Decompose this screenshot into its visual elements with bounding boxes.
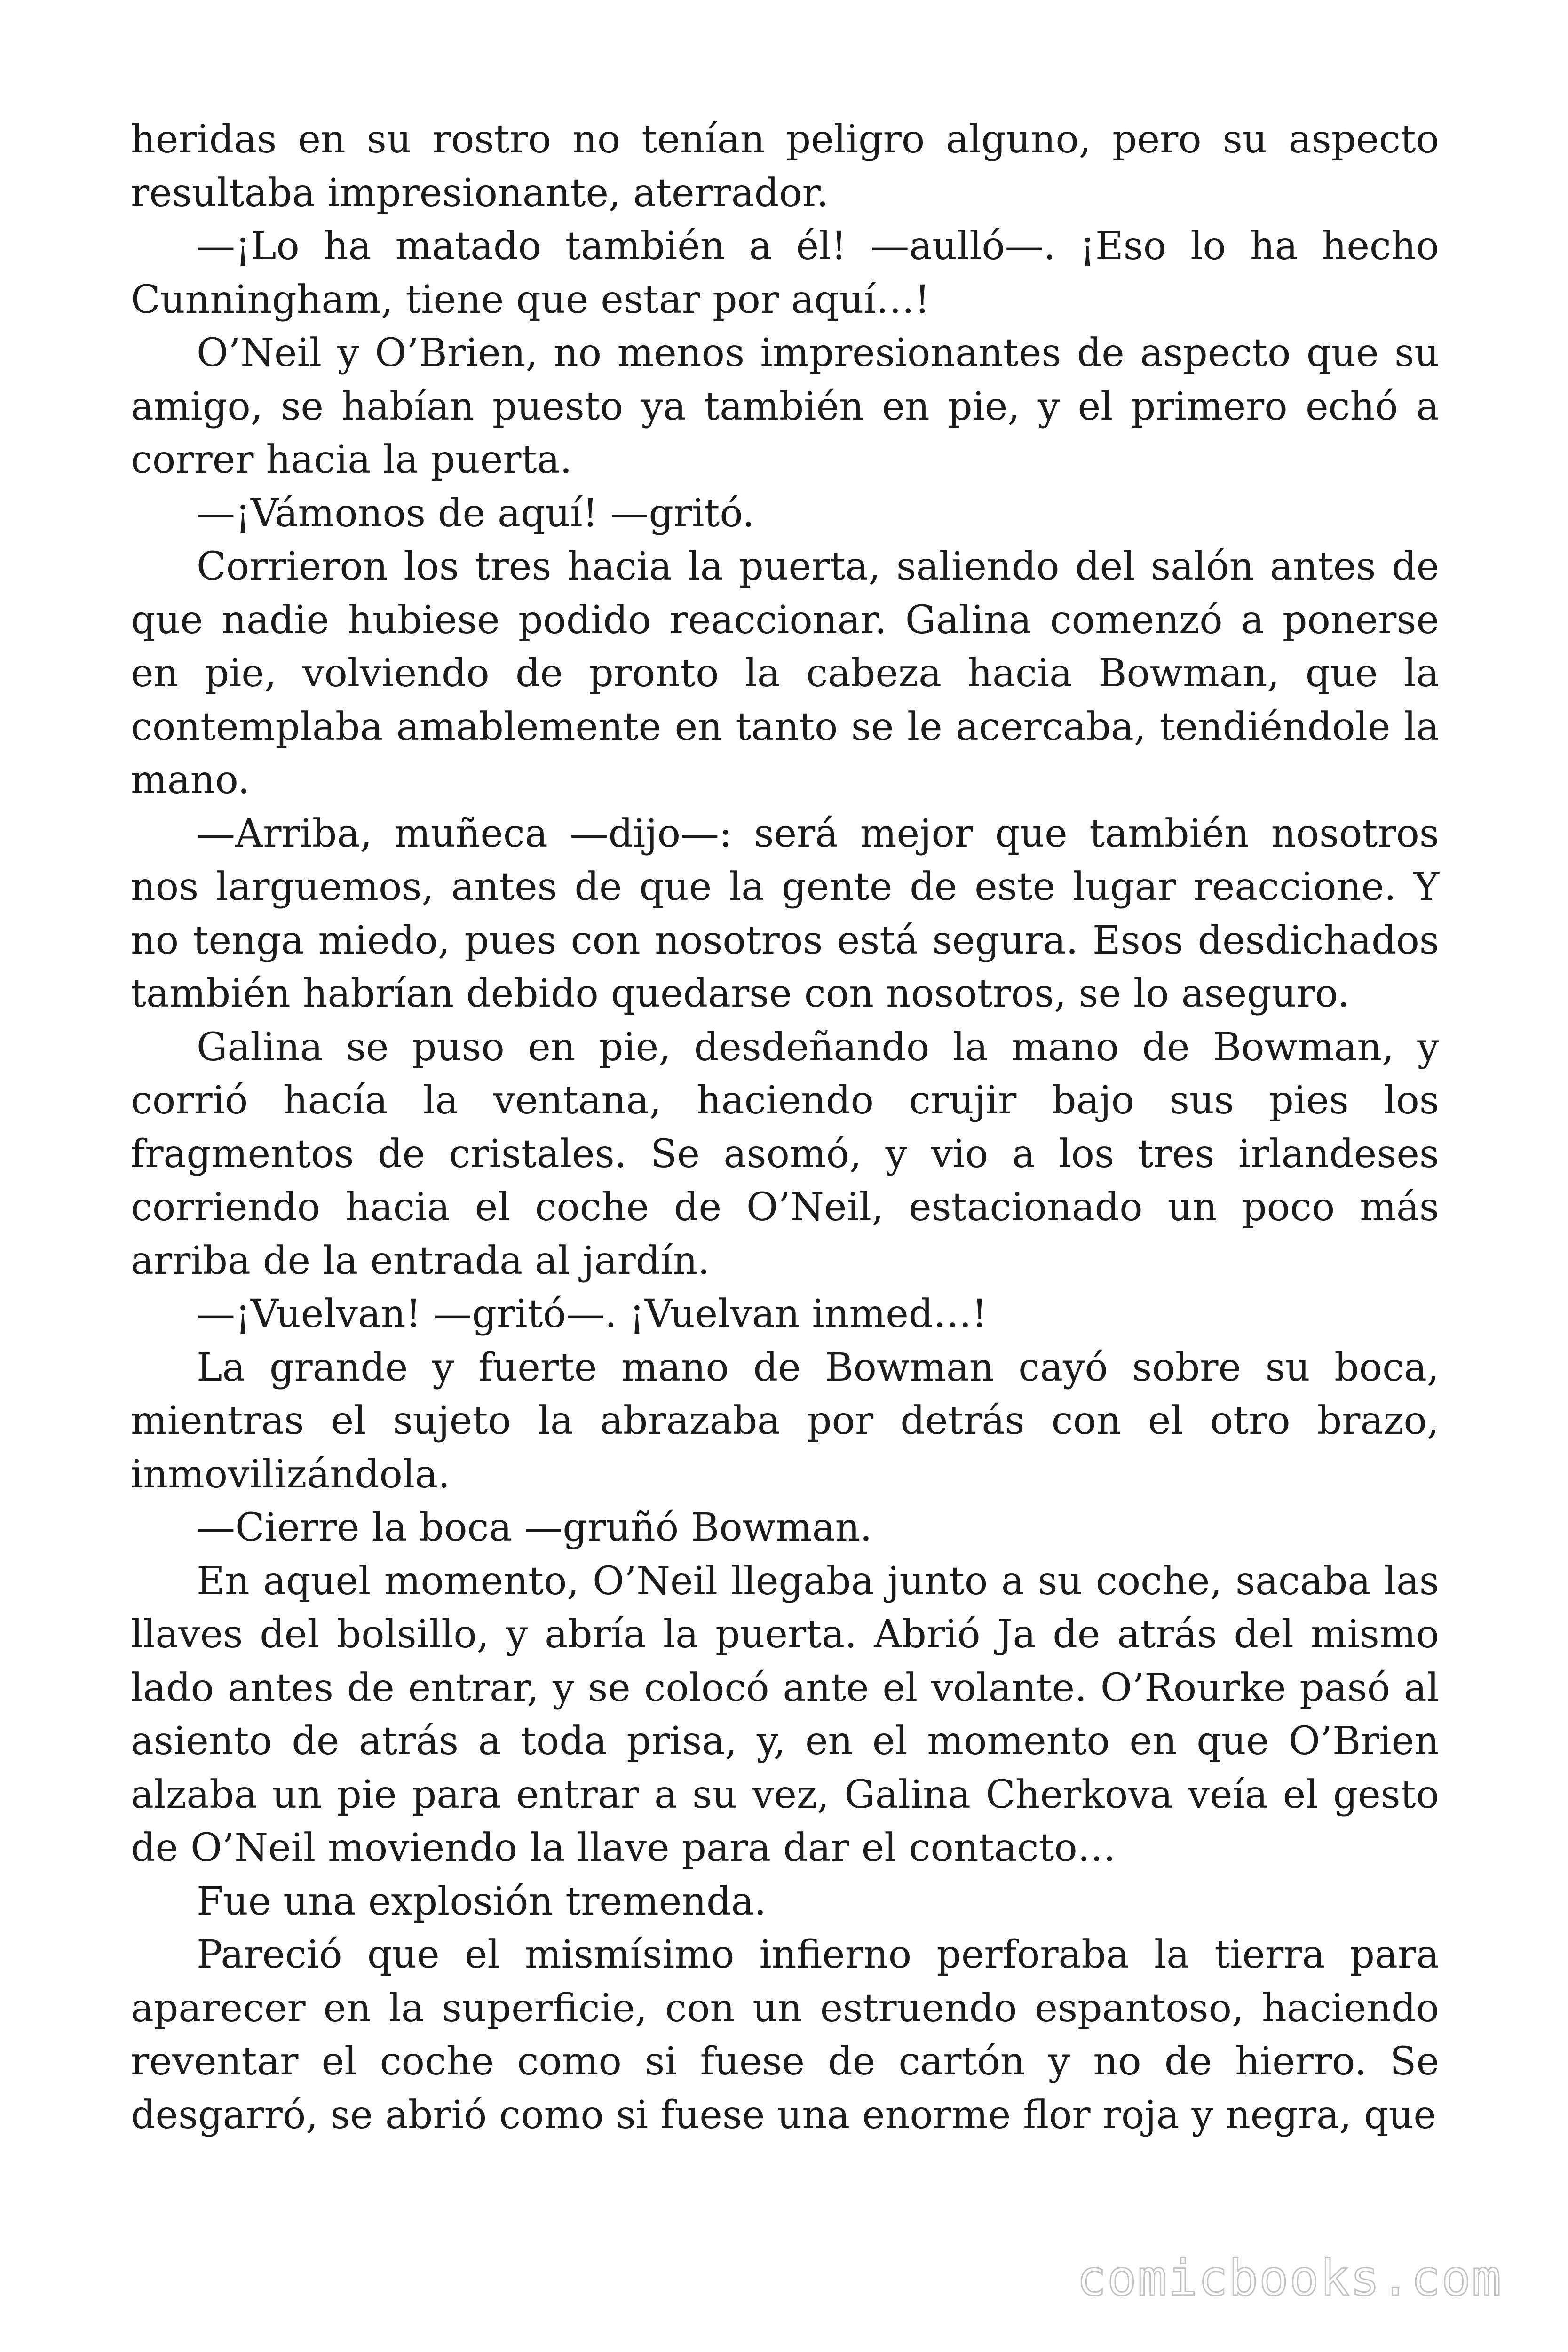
paragraph-dialogue: —¡Vámonos de aquí! —gritó. [197,491,755,536]
paragraph-dialogue: —Arriba, muñeca —dijo—: será mejor que también nosotros nos larguemos, antes de que la gente de este lugar reaccione. Y no tenga miedo, pues con nosotros está segura. Esos desdichados también habrían debido quedarse con nosotros, se lo aseguro. [131,811,1439,1016]
paragraph: Pareció que el mismísimo infierno perforaba la tierra para aparecer en la superficie, con un estruendo espantoso, haciendo reventar el coche como si fuese de cartón y no de hierro. Se desgarró, se abrió como si fuese una enorme flor roja y negra, que [131,1932,1439,2137]
paragraph: Fue una explosión tremenda. [197,1879,767,1924]
book-page-text [131,113,1439,2142]
paragraph-dialogue: —¡Lo ha matado también a él! —aulló—. ¡Eso lo ha hecho Cunningham, tiene que estar por aquí…! [131,224,1439,322]
paragraph-continued: heridas en su rostro no tenían peligro alguno, pero su aspecto resultaba impresionante, aterrador. [131,117,1439,215]
paragraph-dialogue: —¡Vuelvan! —gritó—. ¡Vuelvan inmed…! [197,1292,988,1336]
paragraph: En aquel momento, O’Neil llegaba junto a su coche, sacaba las llaves del bolsillo, y abría la puerta. Abrió Ja de atrás del mismo lado antes de entrar, y se colocó ante el volante. O’Rourke pasó al asiento de atrás a toda prisa, y, en el momento en que O’Brien alzaba un pie para entrar a su vez, Galina Cherkova veía el gesto de O’Neil moviendo la llave para dar el contacto… [131,1558,1439,1870]
paragraph: La grande y fuerte mano de Bowman cayó sobre su boca, mientras el sujeto la abrazaba por detrás con el otro brazo, inmovilizándola. [131,1345,1439,1497]
paragraph: O’Neil y O’Brien, no menos impresionantes de aspecto que su amigo, se habían puesto ya también en pie, y el primero echó a correr hacia la puerta. [131,331,1439,482]
paragraph-dialogue: —Cierre la boca —gruñó Bowman. [197,1505,872,1550]
watermark-logo: comicbooks.com [1077,2249,1502,2307]
paragraph: Corrieron los tres hacia la puerta, saliendo del salón antes de que nadie hubiese podido reaccionar. Galina comenzó a ponerse en pie, volviendo de pronto la cabeza hacia Bowman, que la contemplaba amablemente en tanto se le acercaba, tendiéndole la mano. [131,544,1439,803]
paragraph: Galina se puso en pie, desdeñando la mano de Bowman, y corrió hacía la ventana, haciendo crujir bajo sus pies los fragmentos de cristales. Se asomó, y vio a los tres irlandeses corriendo hacia el coche de O’Neil, estacionado un poco más arriba de la entrada al jardín. [131,1025,1439,1283]
